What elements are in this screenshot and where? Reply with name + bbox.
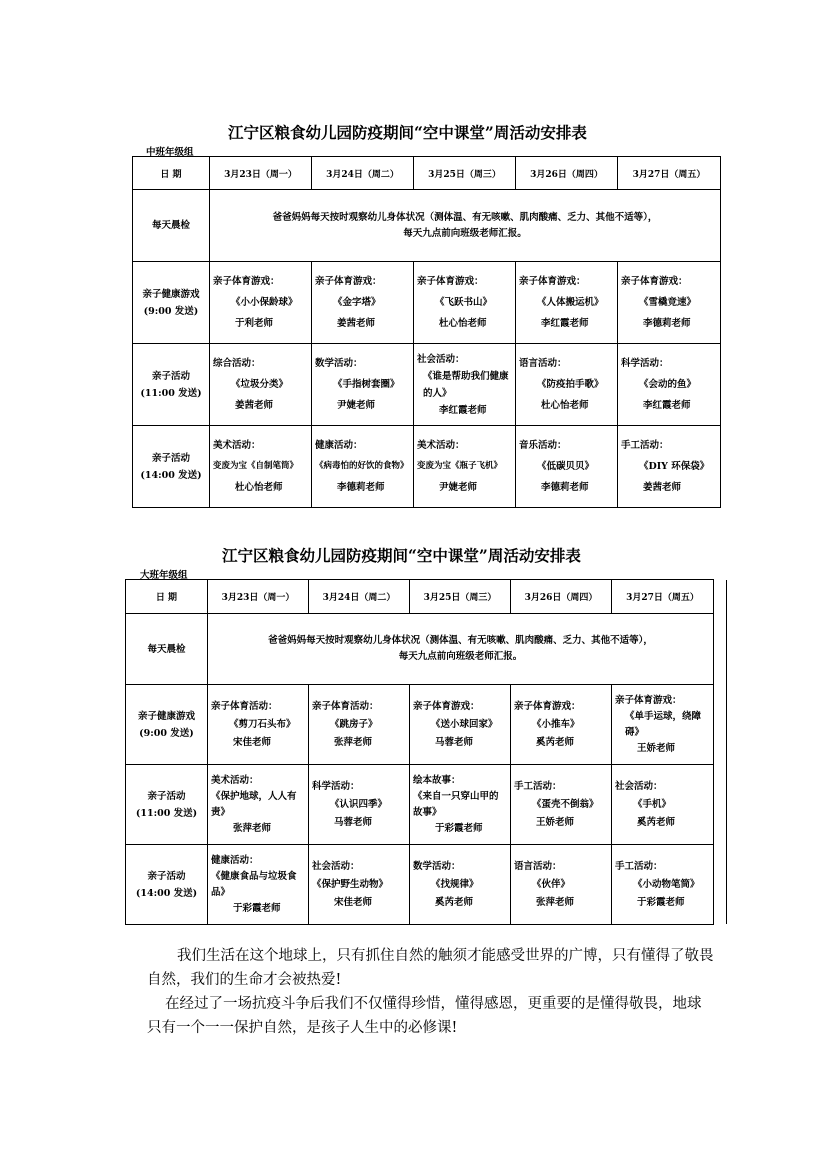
- activity-name: 《手机》: [633, 798, 672, 810]
- row-label-time: (11:00 发送): [140, 387, 202, 399]
- activity-cell: [414, 426, 516, 508]
- activity-type: 亲子体育游戏：: [315, 276, 382, 287]
- grade-label: 大班年级组: [140, 570, 188, 581]
- activity-name: 《飞跃书山》: [435, 297, 493, 308]
- row-label-name: 亲子健康游戏: [137, 710, 195, 722]
- activity-cell: [208, 685, 309, 765]
- date-mon: 3月23日（周一）: [210, 157, 312, 190]
- date-fri: 3月27日（周五）: [618, 157, 721, 190]
- activity-teacher: 尹婕老师: [337, 400, 376, 411]
- activity-teacher: 李德莉老师: [337, 482, 385, 493]
- activity-name: 《DIY 环保袋》: [639, 461, 710, 472]
- activity-teacher: 奚芮老师: [536, 736, 575, 748]
- activity-name: 《伙伴》: [532, 878, 571, 890]
- activity-type: 亲子体育活动：: [312, 700, 379, 712]
- morning-check-label: 每天晨检: [133, 190, 210, 262]
- activity-cell: [618, 426, 721, 508]
- activity-type: 亲子体育游戏：: [213, 276, 280, 287]
- date-mon: 3月23日（周一）: [208, 580, 309, 614]
- activity-teacher: 杜心怡老师: [541, 400, 589, 411]
- row-label-name: 亲子活动: [147, 790, 186, 802]
- activity-cell: [618, 344, 721, 426]
- activity-type: 亲子体育游戏：: [621, 276, 688, 287]
- morning-check-label: 每天晨检: [126, 614, 208, 685]
- activity-teacher: 杜心怡老师: [235, 482, 283, 493]
- row-label-name: 亲子活动: [147, 870, 186, 882]
- activity-name: 《保护野生动物》: [312, 878, 389, 890]
- activity-cell: [410, 685, 511, 765]
- activity-name: 《找规律》: [431, 878, 479, 890]
- activity-teacher: 姜茜老师: [337, 318, 376, 329]
- activity-cell: [312, 344, 414, 426]
- row-label: [133, 344, 210, 426]
- activity-cell: [210, 344, 312, 426]
- activity-teacher: 张萍老师: [334, 736, 373, 748]
- activity-type: 语言活动：: [519, 358, 567, 369]
- schedule-table: [132, 156, 721, 508]
- activity-teacher: 于彩霞老师: [637, 896, 685, 908]
- activity-cell: [612, 685, 714, 765]
- activity-teacher: 张萍老师: [233, 822, 272, 834]
- schedule-title: 江宁区粮食幼儿园防疫期间“空中课堂”周活动安排表: [228, 123, 587, 142]
- activity-type: 绘本故事：: [413, 774, 461, 786]
- activity-teacher: 姜茜老师: [643, 482, 682, 493]
- activity-type: 亲子体育游戏：: [615, 694, 682, 706]
- date-fri: 3月27日（周五）: [612, 580, 714, 614]
- activity-teacher: 李红霞老师: [643, 400, 691, 411]
- row-label: [133, 262, 210, 344]
- activity-cell: [612, 845, 714, 925]
- activity-name: 《送小球回家》: [431, 718, 498, 730]
- activity-teacher: 李红霞老师: [439, 404, 487, 416]
- morning-check-row: [126, 614, 714, 685]
- activity-cell: [511, 685, 612, 765]
- activity-teacher: 李德莉老师: [541, 482, 589, 493]
- activity-cell: [612, 765, 714, 845]
- activity-teacher: 于彩霞老师: [233, 902, 281, 914]
- activity-cell: [210, 426, 312, 508]
- activity-type: 美术活动：: [417, 440, 465, 451]
- activity-type: 亲子体育游戏：: [413, 700, 480, 712]
- morning-check-line1: 爸爸妈妈每天按时观察幼儿身体状况（测体温、有无咳嗽、肌肉酸痛、乏力、其他不适等），: [268, 635, 653, 646]
- date-tue: 3月24日（周二）: [309, 580, 410, 614]
- activity-cell: [312, 426, 414, 508]
- margin-line: [726, 580, 727, 924]
- activity-name: 变废为宝《瓶子飞机》: [417, 461, 503, 471]
- date-wed: 3月25日（周三）: [410, 580, 511, 614]
- activity-teacher: 宋佳老师: [233, 736, 272, 748]
- row-label: [126, 685, 208, 765]
- activity-type: 亲子体育游戏：: [519, 276, 586, 287]
- table-row: [133, 344, 721, 426]
- activity-name: 《小小保龄球》: [231, 297, 298, 308]
- activity-name: 《病毒怕的好饮的食物》: [315, 461, 409, 471]
- activity-name: 《小推车》: [532, 718, 580, 730]
- morning-check-line2: 每天九点前向班级老师汇报。: [403, 227, 527, 239]
- grade-label: 中班年级组: [146, 147, 194, 158]
- morning-check-line2: 每天九点前向班级老师汇报。: [398, 651, 523, 662]
- activity-type: 音乐活动：: [519, 440, 567, 451]
- activity-type: 美术活动：: [211, 774, 259, 786]
- activity-type: 语言活动：: [514, 860, 562, 872]
- activity-teacher: 于利老师: [235, 318, 274, 329]
- activity-type: 手工活动：: [621, 440, 669, 451]
- activity-teacher: 王娇老师: [637, 742, 676, 754]
- activity-type: 手工活动：: [615, 860, 663, 872]
- row-label-name: 亲子活动: [151, 370, 190, 382]
- activity-name: 《来自一只穿山甲的故事》: [413, 790, 499, 818]
- activity-type: 亲子体育游戏：: [417, 276, 484, 287]
- activity-type: 数学活动：: [413, 860, 461, 872]
- activity-type: 健康活动：: [211, 854, 259, 866]
- activity-name: 《人体搬运机》: [537, 297, 604, 308]
- activity-cell: [511, 845, 612, 925]
- activity-teacher: 李德莉老师: [643, 318, 691, 329]
- activity-teacher: 尹婕老师: [439, 482, 478, 493]
- activity-cell: [410, 765, 511, 845]
- activity-type: 科学活动：: [621, 358, 669, 369]
- activity-name: 《金字塔》: [333, 297, 381, 308]
- activity-name: 《会动的鱼》: [639, 379, 697, 390]
- row-label-time: (14:00 发送): [140, 469, 202, 481]
- date-tue: 3月24日（周二）: [312, 157, 414, 190]
- row-label: [133, 426, 210, 508]
- row-label-time: (9:00 发送): [139, 727, 194, 739]
- activity-type: 亲子体育游戏：: [514, 700, 581, 712]
- activity-type: 数学活动：: [315, 358, 363, 369]
- activity-name: 《蛋壳不倒翁》: [532, 798, 599, 810]
- activity-name: 《跳房子》: [330, 718, 378, 730]
- date-thu: 3月26日（周四）: [511, 580, 612, 614]
- activity-cell: [410, 845, 511, 925]
- activity-cell: [511, 765, 612, 845]
- activity-cell: [414, 262, 516, 344]
- activity-teacher: 王娇老师: [536, 816, 575, 828]
- morning-check-line1: 爸爸妈妈每天按时观察幼儿身体状况（测体温、有无咳嗽、肌肉酸痛、乏力、其他不适等），: [272, 211, 658, 223]
- activity-cell: [208, 845, 309, 925]
- morning-check-text: [208, 614, 714, 685]
- essay: [147, 944, 715, 1040]
- activity-teacher: 姜茜老师: [235, 400, 274, 411]
- activity-name: 《小动物笔筒》: [633, 878, 700, 890]
- activity-cell: [309, 765, 410, 845]
- row-label-time: (9:00 发送): [143, 305, 199, 317]
- activity-name: 《剪刀石头布》: [229, 718, 296, 730]
- activity-teacher: 张萍老师: [536, 896, 575, 908]
- date-label: 日 期: [133, 157, 210, 190]
- activity-name: 变废为宝《自制笔筒》: [213, 461, 299, 471]
- activity-cell: [312, 262, 414, 344]
- morning-check-text: [210, 190, 721, 262]
- activity-name: 《手指树套圈》: [333, 379, 400, 390]
- activity-name: 《低碳贝贝》: [537, 461, 595, 472]
- activity-name: 《雪橇竞速》: [639, 297, 697, 308]
- activity-cell: [414, 344, 516, 426]
- activity-type: 社会活动：: [615, 780, 663, 792]
- date-header-row: [133, 157, 721, 190]
- activity-teacher: 杜心怡老师: [439, 318, 487, 329]
- row-label: [126, 765, 208, 845]
- activity-name: 《垃圾分类》: [231, 379, 289, 390]
- activity-type: 亲子体育活动：: [211, 700, 278, 712]
- activity-name: 《保护地球，人人有责》: [211, 790, 297, 818]
- activity-type: 科学活动：: [312, 780, 360, 792]
- activity-name: 《谁是帮助我们健康的人》: [423, 370, 509, 399]
- row-label-name: 亲子活动: [151, 452, 190, 464]
- activity-teacher: 李红霞老师: [541, 318, 589, 329]
- table-row: [126, 685, 714, 765]
- activity-name: 《认识四季》: [330, 798, 388, 810]
- activity-teacher: 奚芮老师: [435, 896, 474, 908]
- activity-cell: [516, 426, 618, 508]
- activity-type: 社会活动：: [312, 860, 360, 872]
- row-label-name: 亲子健康游戏: [142, 288, 200, 300]
- table-row: [133, 262, 721, 344]
- table-row: [126, 765, 714, 845]
- activity-cell: [309, 685, 410, 765]
- activity-type: 社会活动：: [417, 353, 465, 365]
- activity-type: 美术活动：: [213, 440, 261, 451]
- activity-type: 手工活动：: [514, 780, 562, 792]
- date-thu: 3月26日（周四）: [516, 157, 618, 190]
- date-wed: 3月25日（周三）: [414, 157, 516, 190]
- essay-paragraph-1: 我们生活在这个地球上，只有抓住自然的触须才能感受世界的广博，只有懂得了敬畏自然，我们的生命才会被热爱!: [147, 948, 714, 988]
- schedule-title: 江宁区粮食幼儿园防疫期间“空中课堂”周活动安排表: [222, 546, 581, 565]
- activity-name: 《单手运球，绕障碍》: [625, 710, 702, 738]
- row-label: [126, 845, 208, 925]
- row-label-time: (11:00 发送): [135, 807, 198, 819]
- activity-name: 《防疫拍手歌》: [537, 379, 604, 390]
- date-header-row: [126, 580, 714, 614]
- activity-teacher: 宋佳老师: [334, 896, 373, 908]
- activity-cell: [309, 845, 410, 925]
- date-label: 日 期: [126, 580, 208, 614]
- table-row: [126, 845, 714, 925]
- activity-name: 《健康食品与垃圾食品》: [211, 870, 297, 898]
- activity-teacher: 马蓉老师: [334, 816, 373, 828]
- activity-type: 综合活动：: [213, 358, 261, 369]
- activity-cell: [516, 344, 618, 426]
- activity-cell: [618, 262, 721, 344]
- activity-cell: [516, 262, 618, 344]
- essay-paragraph-2: 在经过了一场抗疫斗争后我们不仅懂得珍惜，懂得感恩，更重要的是懂得敬畏，地球只有一个一一保护自然，是孩子人生中的必修课!: [147, 996, 702, 1036]
- activity-teacher: 于彩霞老师: [435, 822, 483, 834]
- activity-teacher: 马蓉老师: [435, 736, 474, 748]
- table-row: [133, 426, 721, 508]
- activity-teacher: 奚芮老师: [637, 816, 676, 828]
- activity-cell: [210, 262, 312, 344]
- morning-check-row: [133, 190, 721, 262]
- row-label-time: (14:00 发送): [135, 887, 198, 899]
- schedule-table: [125, 579, 714, 925]
- activity-type: 健康活动：: [315, 440, 363, 451]
- activity-cell: [208, 765, 309, 845]
